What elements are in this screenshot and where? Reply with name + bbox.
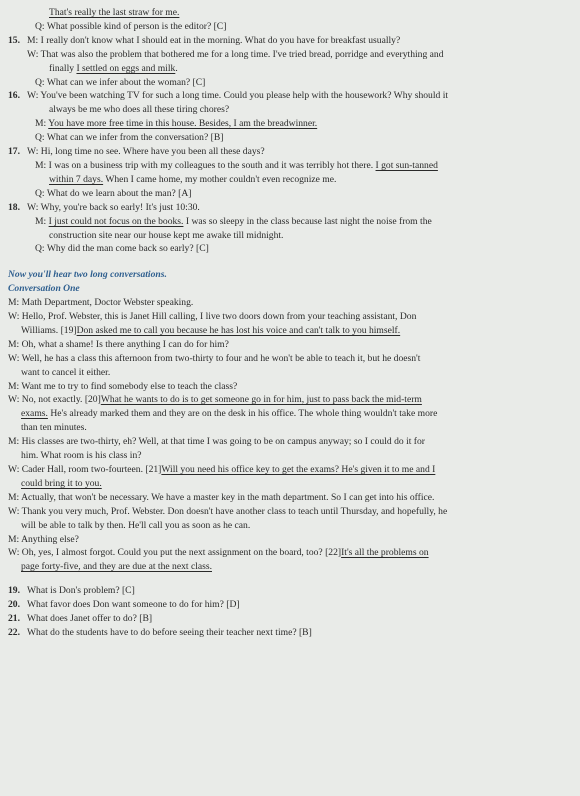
- underlined-answer: exams.: [21, 408, 48, 420]
- question-18: [8, 201, 568, 215]
- text: finally: [49, 62, 77, 74]
- dialogue-line: W: That was also the problem that bothered me for a long time. I've tried bread, porridge and everything and: [27, 48, 444, 60]
- text-line: Q: What possible kind of person is the editor? [C]: [35, 20, 227, 32]
- underlined-answer: page forty-five, and they are due at the next class.: [21, 561, 212, 573]
- dialogue-line: [8, 546, 568, 560]
- dialogue-line: [8, 215, 568, 229]
- text: W: Cader Hall, room two-fourteen. [21]: [8, 464, 162, 475]
- question-number: 15.: [8, 34, 20, 46]
- dialogue-line: always be me who does all these tiring chores?: [49, 104, 230, 116]
- question-number: 17.: [8, 146, 20, 158]
- underlined-answer: could bring it to you.: [21, 477, 102, 489]
- dialogue-line: [8, 159, 568, 173]
- question-line: Q: What can we infer about the woman? [C]: [35, 76, 206, 88]
- underlined-answer: Don asked me to call you because he has lost his voice and can't talk to you himself.: [76, 324, 401, 336]
- underlined-answer: What he wants to do is to get someone go in for him, just to pass back the mid-term: [100, 394, 422, 406]
- dialogue-line: M: Want me to try to find somebody else to teach the class?: [8, 380, 238, 392]
- underlined-answer: You have more free time in this house. Besides, I am the breadwinner.: [48, 118, 318, 130]
- underlined-answer: I got sun-tanned: [375, 159, 438, 171]
- question-number: 18.: [8, 201, 20, 213]
- question-number: 16.: [8, 90, 20, 102]
- question-item: [8, 584, 568, 598]
- dialogue-line: want to cancel it either.: [21, 366, 111, 378]
- text: W: Oh, yes, I almost forgot. Could you put the next assignment on the board, too? [22]: [8, 547, 342, 559]
- underlined-answer: That's really the last straw for me.: [49, 7, 180, 18]
- text: When I came home, my mother couldn't even recognize me.: [103, 173, 337, 185]
- dialogue-line: [8, 560, 568, 574]
- question-17: [8, 145, 568, 159]
- text-line: [8, 6, 568, 20]
- question-number: 22.: [8, 626, 20, 638]
- question-text: What is Don's problem? [C]: [27, 585, 135, 597]
- dialogue-line: W: Thank you very much, Prof. Webster. Don doesn't have another class to teach until Thursday, and hopefully, he: [8, 505, 448, 517]
- underlined-answer: It's all the problems on: [341, 547, 429, 559]
- text: I was so sleepy in the class because last night the noise from the: [183, 215, 432, 227]
- dialogue-line: W: Why, you're back so early! It's just 10:30.: [27, 201, 200, 213]
- dialogue-line: M: His classes are two-thirty, eh? Well, at that time I was going to be on campus anyway; so I could do it for: [8, 436, 425, 448]
- dialogue-line: M: I really don't know what I should eat in the morning. What do you have for breakfast usually?: [27, 34, 401, 46]
- question-item: [8, 612, 568, 626]
- underlined-answer: I settled on eggs and milk: [76, 62, 176, 74]
- question-item: [8, 626, 568, 640]
- dialogue-line: construction site near our house kept me awake till midnight.: [49, 229, 284, 241]
- question-15: [8, 34, 568, 48]
- text: M:: [35, 118, 49, 130]
- question-number: 20.: [8, 599, 20, 611]
- dialogue-line: W: You've been watching TV for such a long time. Could you please help with the housework? Why should it: [27, 90, 449, 102]
- dialogue-line: [8, 324, 568, 338]
- question-text: What do the students have to do before seeing their teacher next time? [B]: [27, 626, 312, 638]
- dialogue-line: W: Hello, Prof. Webster, this is Janet Hill calling, I live two doors down from your teaching assistant, Don: [8, 311, 417, 323]
- text: M: I was on a business trip with my colleagues to the south and it was terribly hot there.: [35, 159, 376, 171]
- dialogue-line: [8, 463, 568, 477]
- conversation-heading: Conversation One: [8, 283, 80, 295]
- dialogue-line: M: Oh, what a shame! Is there anything I can do for him?: [8, 338, 229, 350]
- dialogue-line: him. What room is his class in?: [21, 450, 142, 462]
- dialogue-line: [8, 62, 568, 76]
- underlined-answer: Will you need his office key to get the exams? He's given it to me and I: [161, 464, 436, 475]
- dialogue-line: W: Well, he has a class this afternoon from two-thirty to four and he won't be able to teach it, but he doesn't: [8, 352, 421, 364]
- text: W: No, not exactly. [20]: [8, 394, 101, 406]
- dialogue-line: M: Actually, that won't be necessary. We have a master key in the math department. So I can get into his office.: [8, 491, 435, 503]
- question-number: 19.: [8, 585, 20, 597]
- question-16: [8, 89, 568, 103]
- question-line: Q: What do we learn about the man? [A]: [35, 187, 192, 199]
- dialogue-line: [8, 117, 568, 131]
- dialogue-line: M: Math Department, Doctor Webster speaking.: [8, 297, 194, 309]
- text: Williams. [19]: [21, 324, 77, 336]
- question-number: 21.: [8, 613, 20, 625]
- question-line: Q: Why did the man come back so early? [C]: [35, 243, 209, 255]
- dialogue-line: [8, 407, 568, 421]
- text: He's already marked them and they are on the desk in his office. The whole thing wouldn't take more: [47, 408, 438, 420]
- underlined-answer: I just could not focus on the books.: [48, 215, 184, 227]
- section-heading: Now you'll hear two long conversations.: [8, 269, 167, 281]
- dialogue-line: [8, 393, 568, 407]
- dialogue-line: than ten minutes.: [21, 422, 87, 434]
- question-text: What does Janet offer to do? [B]: [27, 613, 153, 625]
- text: M:: [35, 215, 49, 227]
- text: .: [175, 62, 178, 74]
- dialogue-line: will be able to talk by then. He'll call you as soon as he can.: [21, 519, 251, 531]
- question-line: Q: What can we infer from the conversation? [B]: [35, 132, 224, 144]
- underlined-answer: within 7 days.: [49, 173, 104, 185]
- dialogue-line: W: Hi, long time no see. Where have you been all these days?: [27, 146, 265, 158]
- dialogue-line: [8, 477, 568, 491]
- question-item: [8, 598, 568, 612]
- dialogue-line: M: Anything else?: [8, 533, 79, 545]
- question-text: What favor does Don want someone to do for him? [D]: [27, 599, 240, 611]
- dialogue-line: [8, 173, 568, 187]
